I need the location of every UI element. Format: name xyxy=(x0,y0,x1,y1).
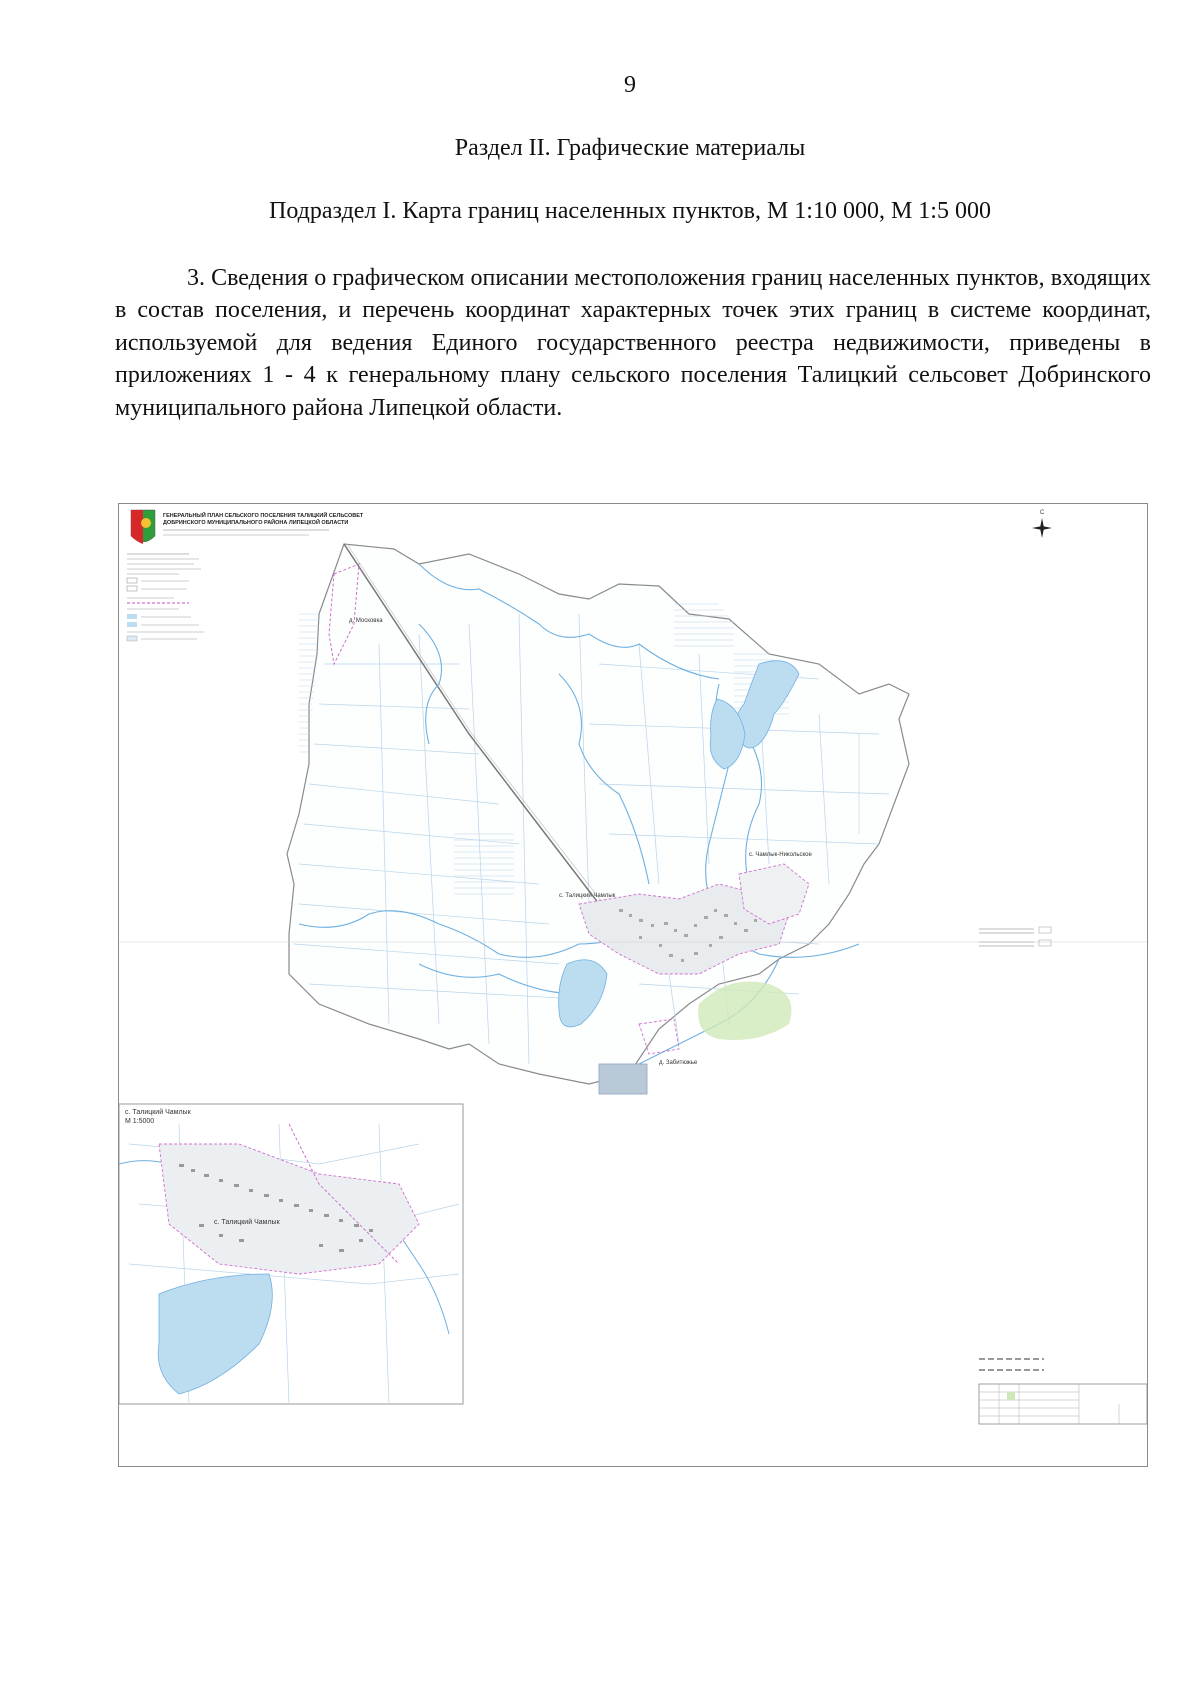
map-title-block xyxy=(979,1359,1147,1424)
inset-scale: М 1:5000 xyxy=(125,1118,155,1125)
label-moskovka: д. Московка xyxy=(349,618,383,624)
pond-south xyxy=(599,1064,647,1094)
label-talitsky-chamlyk: с. Талицкий Чамлык xyxy=(559,893,616,899)
label-chamlyk-nikolskoe: с. Чамлык-Никольское xyxy=(749,852,812,858)
page-number: 9 xyxy=(624,72,636,98)
north-arrow-icon xyxy=(1032,510,1052,538)
label-zabitnoye: д. Забитюжье xyxy=(659,1060,698,1066)
map-header-line-2: ДОБРИНСКОГО МУНИЦИПАЛЬНОГО РАЙОНА ЛИПЕЦКОЙ ОБЛАСТИ xyxy=(163,520,349,526)
map-svg xyxy=(119,504,1147,1466)
inset-map xyxy=(119,1104,463,1404)
map-figure xyxy=(118,503,1148,1467)
inset-title: с. Талицкий Чамлык xyxy=(125,1109,191,1116)
forest-area xyxy=(698,982,791,1041)
svg-text:С: С xyxy=(1040,510,1045,516)
map-side-notes xyxy=(979,927,1051,946)
section-title: Раздел II. Графические материалы xyxy=(454,135,806,161)
map-header-line-1: ГЕНЕРАЛЬНЫЙ ПЛАН СЕЛЬСКОГО ПОСЕЛЕНИЯ ТАЛИЦКИЙ СЕЛЬСОВЕТ xyxy=(163,513,364,519)
inset-settlement-label: с. Талицкий Чамлык xyxy=(214,1219,280,1226)
map-legend xyxy=(127,554,204,641)
coat-of-arms-icon xyxy=(131,510,155,544)
subsection-title: Подраздел I. Карта границ населенных пунктов, М 1:10 000, М 1:5 000 xyxy=(269,198,991,224)
body-paragraph: 3. Сведения о графическом описании местоположения границ населенных пунктов, входящих в состав поселения, и перечень координат характерных точек этих границ в системе координат, используемой для ведения Единого государственного реестра недвижимости, приведены в приложениях 1 - 4 к генеральному плану сельского поселения Талицкий сельсовет Добринского муниципального района Липецкой области. xyxy=(115,265,1151,421)
